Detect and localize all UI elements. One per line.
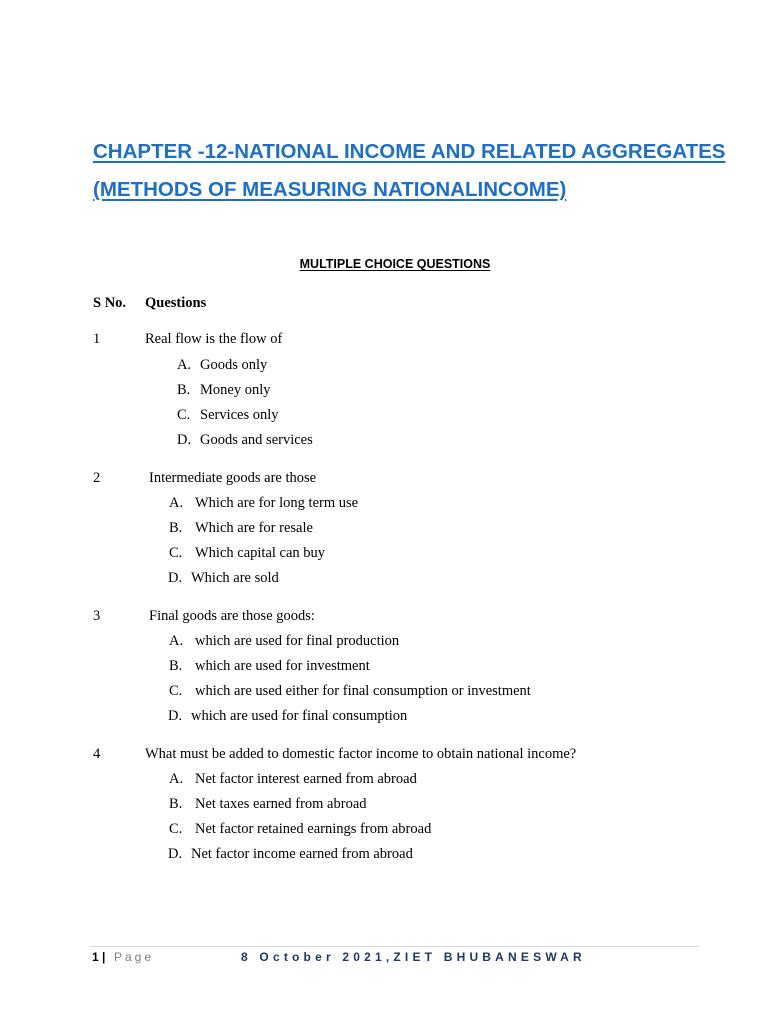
- question-text: Real flow is the flow of: [145, 331, 283, 347]
- option-text: Services only: [200, 407, 279, 423]
- option-text: Money only: [200, 382, 271, 398]
- option-text: Net factor retained earnings from abroad: [195, 821, 432, 837]
- option-label: C.: [169, 545, 183, 561]
- option-label: B.: [169, 796, 183, 812]
- option-text: Which are for long term use: [195, 495, 359, 511]
- option-label: A.: [169, 495, 184, 511]
- option-label: D.: [168, 846, 183, 862]
- option-label: A.: [169, 633, 184, 649]
- option-label: A.: [177, 357, 192, 373]
- questions-header: Questions: [145, 295, 207, 311]
- page-number: 1 |: [92, 950, 106, 964]
- option-label: D.: [177, 432, 192, 448]
- option-label: C.: [169, 683, 183, 699]
- option-label: D.: [168, 708, 183, 724]
- question-text: Intermediate goods are those: [149, 470, 317, 486]
- option-text: Net taxes earned from abroad: [195, 796, 367, 812]
- question-number: 4: [93, 746, 101, 762]
- option-text: Net factor interest earned from abroad: [195, 771, 417, 787]
- question-text: What must be added to domestic factor income to obtain national income?: [145, 746, 577, 762]
- option-text: which are used for final consumption: [191, 708, 408, 724]
- option-label: B.: [169, 658, 183, 674]
- option-text: which are used either for final consumption or investment: [195, 683, 531, 699]
- option-text: which are used for final production: [195, 633, 400, 649]
- chapter-title: CHAPTER -12-NATIONAL INCOME AND RELATED AGGREGATES: [93, 140, 726, 163]
- option-label: B.: [177, 382, 191, 398]
- footer-date-place: 8 October 2021,ZIET BHUBANESWAR: [241, 950, 586, 964]
- option-text: Goods and services: [200, 432, 313, 448]
- option-label: B.: [169, 520, 183, 536]
- question-number: 1: [93, 331, 101, 347]
- option-label: D.: [168, 570, 183, 586]
- option-text: Which are sold: [191, 570, 279, 586]
- page-label: Page: [114, 950, 155, 964]
- serial-number-header: S No.: [93, 295, 127, 311]
- option-text: Which are for resale: [195, 520, 313, 536]
- option-text: Net factor income earned from abroad: [191, 846, 413, 862]
- chapter-subtitle: (METHODS OF MEASURING NATIONALINCOME): [93, 178, 567, 201]
- option-text: Which capital can buy: [195, 545, 326, 561]
- question-number: 2: [93, 470, 101, 486]
- question-text: Final goods are those goods:: [149, 608, 315, 624]
- option-label: C.: [177, 407, 191, 423]
- section-heading: MULTIPLE CHOICE QUESTIONS: [299, 257, 491, 271]
- option-label: C.: [169, 821, 183, 837]
- option-text: Goods only: [200, 357, 268, 373]
- option-label: A.: [169, 771, 184, 787]
- option-text: which are used for investment: [195, 658, 370, 674]
- footer-divider: [90, 946, 699, 947]
- question-number: 3: [93, 608, 101, 624]
